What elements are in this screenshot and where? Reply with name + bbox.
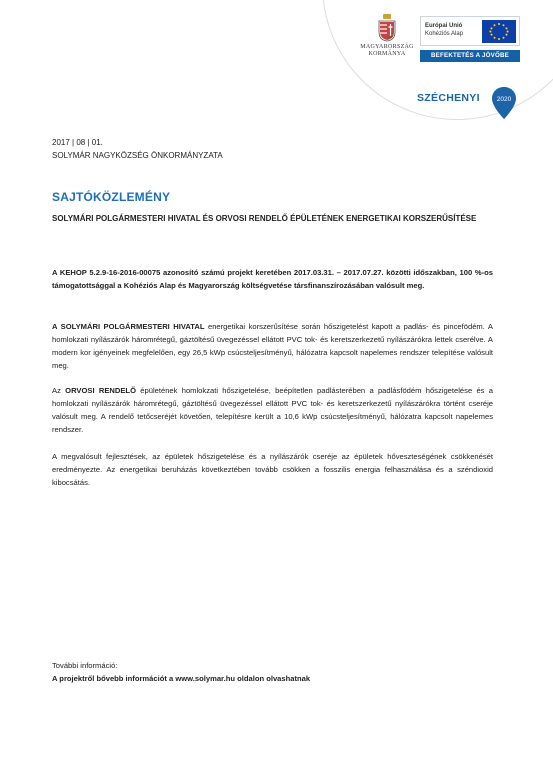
medical-office-lead: ORVOSI RENDELŐ — [65, 386, 136, 395]
paragraph-project-summary: A KEHOP 5.2.9-16-2016-00075 azonosító számú projekt keretében 2017.03.31. – 2017.07.27. közötti időszakban, 100 %-os támogatottsággal a Kohéziós Alap és Magyarország költségvetése társfinanszírozásában valósult meg. — [52, 268, 493, 290]
medical-office-text: épületének homlokzati hőszigetelése, beépítetlen padlásterében a padlásfödém hőszigetelése és a homlokzati nyílászárók háromrétegű, gáztöltésű üvegezéssel ellátott PVC tok- és keretszerkezetű nyílászárókra történt cseréje valósult meg. A rendelő tetőcseréjét követően, telepítésre került a 10,6 kWp csúcsteljesítményű, hálózatra kapcsolt napelemes rendszer. — [52, 386, 493, 434]
mayors-office-lead: A SOLYMÁRI POLGÁRMESTERI HIVATAL — [52, 322, 205, 331]
medical-office-prefix: Az — [52, 386, 66, 395]
mayors-office-text: energetikai korszerűsítése során hőszigetelést kapott a padlás- és pincefödém. A homlokzati nyílászárók háromrétegű, gáztöltésű üvegezéssel ellátott PVC tok- és keretszerkezetű nyílászárókra lettek cserélve. A modern kor igényeinek megfelelően, egy 26,5 kWp csúcsteljesítményű, hálózatra kapcsolt napelemes rendszer telepítése valósult meg. — [52, 322, 493, 370]
page-subtitle: SOLYMÁRI POLGÁRMESTERI HIVATAL ÉS ORVOSI RENDELŐ ÉPÜLETÉNEK ENERGETIKAI KORSZERŰSÍTÉSE — [52, 214, 477, 223]
press-release-date: 2017 | 08 | 01. — [52, 138, 103, 147]
szechenyi-year: 2020 — [496, 96, 512, 103]
coat-of-arms-icon — [378, 14, 396, 42]
organization-name: SOLYMÁR NAGYKÖZSÉG ÖNKORMÁNYZATA — [52, 151, 223, 160]
eu-banner: BEFEKTETÉS A JÖVŐBE — [420, 50, 520, 62]
eu-line-1: Európai Unió — [425, 23, 463, 29]
location-pin-icon — [491, 86, 517, 120]
page-title: SAJTÓKÖZLEMÉNY — [52, 190, 171, 204]
coat-caption-line-1: MAGYARORSZÁG — [360, 44, 414, 50]
hungary-government-logo — [358, 14, 416, 58]
paragraph-results: A megvalósult fejlesztések, az épületek hőszigetelése és a nyílászárók cseréje az épületek hőveszteségének csökkenését eredményezte. Az energetikai beruházás következtében tovább csökken a fosszilis energia felhasználása és a széndioxid kibocsátás. — [52, 452, 493, 487]
more-info-text: A projektről bővebb információt a www.solymar.hu oldalon olvashatnak — [52, 674, 311, 683]
eu-line-2: Kohéziós Alap — [425, 31, 464, 37]
paragraph-medical-office — [52, 384, 493, 436]
eu-cohesion-fund-logo — [420, 16, 520, 46]
paragraph-mayors-office — [52, 320, 493, 372]
eu-flag-icon — [482, 20, 516, 43]
coat-caption-line-2: KORMÁNYA — [368, 51, 406, 57]
szechenyi-wordmark: SZÉCHENYI — [417, 92, 480, 104]
more-info-label: További információ: — [52, 661, 118, 670]
